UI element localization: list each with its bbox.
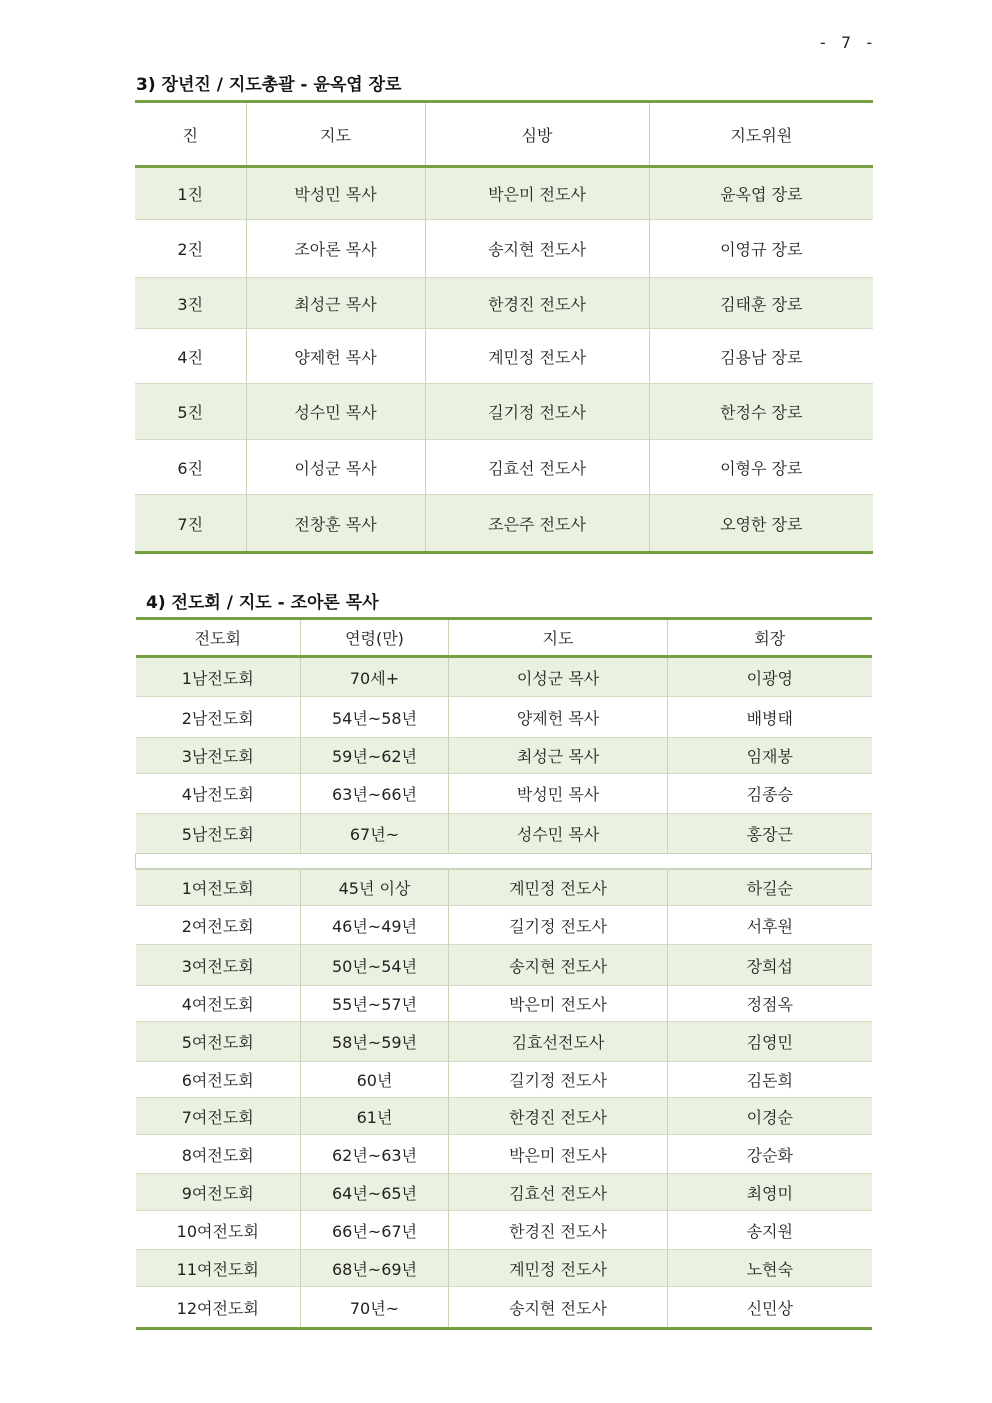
table-cell: 한경진 전도사 <box>449 1211 668 1250</box>
table-cell: 6여전도회 <box>136 1062 301 1098</box>
table-header-row <box>135 102 873 167</box>
table-row <box>136 986 872 1022</box>
table-cell: 홍장근 <box>668 814 872 854</box>
separator-cell <box>136 854 872 869</box>
table-cell: 5여전도회 <box>136 1022 301 1062</box>
table-cell: 계민정 전도사 <box>449 1250 668 1287</box>
table-cell: 68년~69년 <box>301 1250 449 1287</box>
table-cell: 62년~63년 <box>301 1135 449 1174</box>
table-cell: 9여전도회 <box>136 1174 301 1211</box>
table-cell: 70년~ <box>301 1287 449 1329</box>
table-cell: 한경진 전도사 <box>425 278 649 329</box>
table-cell: 61년 <box>301 1098 449 1135</box>
table-row <box>136 1098 872 1135</box>
table-cell: 1진 <box>177 185 204 204</box>
table-cell: 성수민 목사 <box>449 814 668 854</box>
table-cell: 길기정 전도사 <box>449 906 668 945</box>
table-cell: 박성민 목사 <box>449 774 668 814</box>
table-cell: 5진 <box>135 384 246 440</box>
table-cell: 7여전도회 <box>136 1098 301 1135</box>
table-row <box>135 220 873 278</box>
table-row <box>136 1250 872 1287</box>
table-cell: 송지현 전도사 <box>425 220 649 278</box>
mission-society-table <box>135 617 872 1330</box>
table-row <box>135 278 873 329</box>
table-cell: 길기정 전도사 <box>449 1062 668 1098</box>
table-cell: 이경순 <box>668 1098 872 1135</box>
table-cell: 5남전도회 <box>136 814 301 854</box>
table-cell: 윤옥엽 장로 <box>649 167 873 220</box>
table-cell: 3남전도회 <box>136 738 301 774</box>
table-cell: 성수민 목사 <box>246 384 425 440</box>
table-cell: 12여전도회 <box>136 1287 301 1329</box>
section2-title: 4) 전도회 / 지도 - 조아론 목사 <box>146 593 379 613</box>
table-cell: 2남전도회 <box>136 697 301 738</box>
table-cell: 서후원 <box>668 906 872 945</box>
table-cell: 김종승 <box>668 774 872 814</box>
table-cell: 박성민 목사 <box>246 167 425 220</box>
table-cell: 6진 <box>135 440 246 495</box>
table-cell: 전창훈 목사 <box>246 495 425 553</box>
table-row <box>136 1022 872 1062</box>
table-cell: 이성군 목사 <box>246 440 425 495</box>
table-cell: 송지현 전도사 <box>449 945 668 986</box>
table-cell: 강순화 <box>668 1135 872 1174</box>
table-row <box>136 774 872 814</box>
table-cell: 3여전도회 <box>136 945 301 986</box>
table-cell: 배병태 <box>668 697 872 738</box>
table-cell: 이형우 장로 <box>649 440 873 495</box>
table-cell: 김태훈 장로 <box>649 278 873 329</box>
table-cell: 김효선 전도사 <box>449 1174 668 1211</box>
table-row <box>136 1135 872 1174</box>
table-cell: 임재봉 <box>668 738 872 774</box>
table-cell: 8여전도회 <box>136 1135 301 1174</box>
page-number: - 7 - <box>818 33 877 52</box>
table-cell: 송지원 <box>668 1211 872 1250</box>
group-separator <box>136 854 872 869</box>
table-cell: 김효선전도사 <box>449 1022 668 1062</box>
table-cell: 한정수 장로 <box>649 384 873 440</box>
header-leader: 지도 <box>246 102 425 167</box>
table-cell: 1남전도회 <box>181 668 254 688</box>
table-cell: 2여전도회 <box>136 906 301 945</box>
table-cell: 양제헌 목사 <box>449 697 668 738</box>
table-cell: 63년~66년 <box>301 774 449 814</box>
header-leader: 지도 <box>449 619 668 657</box>
table-cell: 양제헌 목사 <box>246 329 425 384</box>
table-row <box>136 1287 872 1329</box>
table-cell: 46년~49년 <box>301 906 449 945</box>
header-jin: 진 <box>135 102 246 167</box>
table-cell: 이성군 목사 <box>449 657 668 697</box>
table-row <box>136 814 872 854</box>
header-society: 전도회 <box>136 619 301 657</box>
table-row <box>136 869 872 906</box>
table-cell: 4여전도회 <box>136 986 301 1022</box>
table-cell: 4남전도회 <box>136 774 301 814</box>
table-cell: 58년~59년 <box>301 1022 449 1062</box>
table-row <box>135 495 873 553</box>
table-cell: 10여전도회 <box>136 1211 301 1250</box>
table-cell: 김영민 <box>668 1022 872 1062</box>
table-row <box>136 1062 872 1098</box>
table-cell: 최성근 목사 <box>246 278 425 329</box>
header-age: 연령(만) <box>301 619 449 657</box>
table-cell: 계민정 전도사 <box>425 329 649 384</box>
jin-table <box>135 100 873 554</box>
table-row <box>135 167 873 220</box>
table-cell: 1여전도회 <box>136 869 301 906</box>
table-cell: 7진 <box>135 495 246 553</box>
table-cell: 노현숙 <box>668 1250 872 1287</box>
table-header-row <box>136 619 872 657</box>
table-cell: 박은미 전도사 <box>425 167 649 220</box>
table-cell: 신민상 <box>668 1287 872 1329</box>
table-cell: 박은미 전도사 <box>449 1135 668 1174</box>
table-cell: 54년~58년 <box>301 697 449 738</box>
table-cell: 60년 <box>301 1062 449 1098</box>
table-cell: 오영한 장로 <box>649 495 873 553</box>
table-row <box>136 738 872 774</box>
table-cell: 김효선 전도사 <box>425 440 649 495</box>
table-row <box>136 657 872 697</box>
table-cell: 45년 이상 <box>301 869 449 906</box>
table-cell: 송지현 전도사 <box>449 1287 668 1329</box>
table-cell: 66년~67년 <box>301 1211 449 1250</box>
table-row <box>136 1174 872 1211</box>
table-cell: 이광영 <box>668 657 872 697</box>
table-cell: 김용남 장로 <box>649 329 873 384</box>
header-visit: 심방 <box>425 102 649 167</box>
table-row <box>135 384 873 440</box>
table-cell: 4진 <box>135 329 246 384</box>
table-cell: 11여전도회 <box>136 1250 301 1287</box>
table-cell: 계민정 전도사 <box>449 869 668 906</box>
table-cell: 55년~57년 <box>301 986 449 1022</box>
table-cell: 정점옥 <box>668 986 872 1022</box>
table-cell: 50년~54년 <box>301 945 449 986</box>
table-cell: 길기정 전도사 <box>425 384 649 440</box>
table-cell: 조은주 전도사 <box>425 495 649 553</box>
table-cell: 김돈희 <box>668 1062 872 1098</box>
table-cell: 박은미 전도사 <box>449 986 668 1022</box>
table-cell: 이영규 장로 <box>649 220 873 278</box>
table-cell: 59년~62년 <box>301 738 449 774</box>
table-cell: 최성근 목사 <box>449 738 668 774</box>
table-cell: 한경진 전도사 <box>449 1098 668 1135</box>
table-row <box>135 329 873 384</box>
table-row <box>135 440 873 495</box>
table-cell: 장희섭 <box>668 945 872 986</box>
table-cell: 최영미 <box>668 1174 872 1211</box>
section1-title: 3) 장년진 / 지도총괄 - 윤옥엽 장로 <box>136 75 402 95</box>
table-row <box>136 906 872 945</box>
table-row <box>136 945 872 986</box>
table-cell: 하길순 <box>668 869 872 906</box>
table-cell: 64년~65년 <box>301 1174 449 1211</box>
header-advisor: 지도위원 <box>649 102 873 167</box>
table-cell: 조아론 목사 <box>246 220 425 278</box>
table-cell: 3진 <box>135 278 246 329</box>
table-cell: 70세+ <box>301 657 449 697</box>
table-row <box>136 697 872 738</box>
table-cell: 2진 <box>135 220 246 278</box>
table-cell: 67년~ <box>301 814 449 854</box>
header-president: 회장 <box>668 619 872 657</box>
table-row <box>136 1211 872 1250</box>
